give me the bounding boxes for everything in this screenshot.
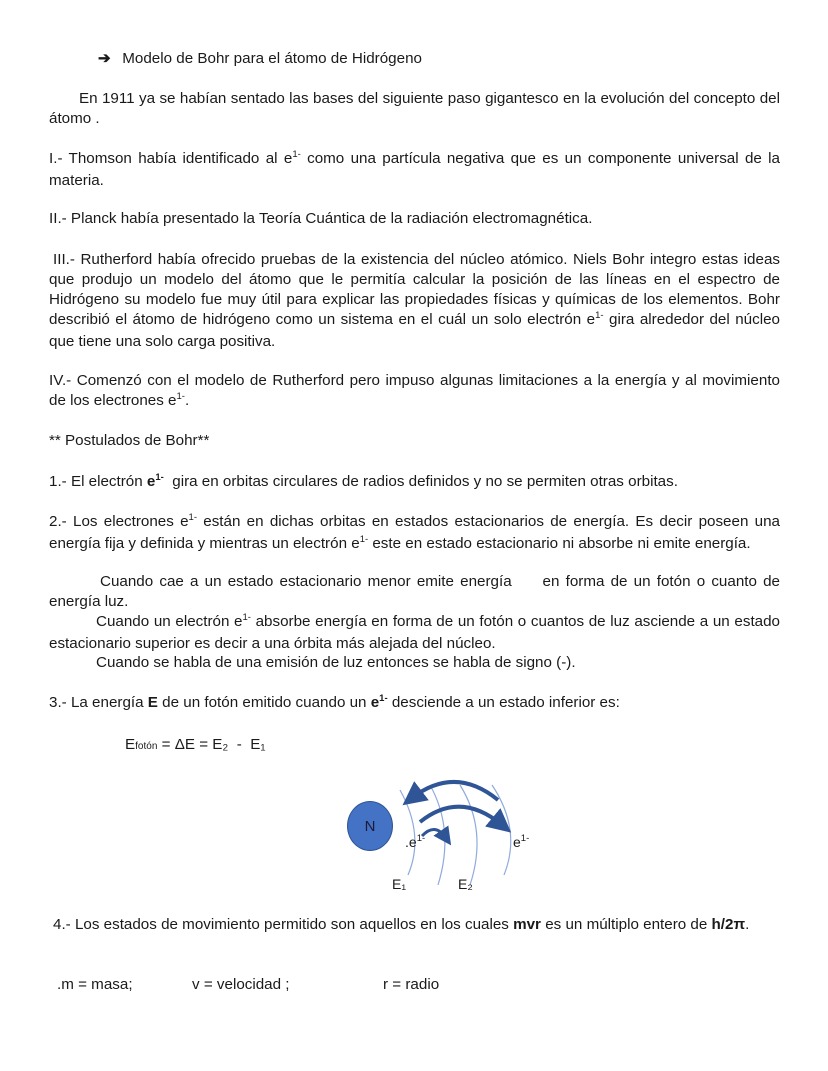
text: IV.- Comenzó con el modelo de Rutherford pero impuso algunas limitaciones a la energía y al movimiento de los electrones e: [49, 372, 780, 409]
level-e1: E₁: [392, 876, 407, 892]
superscript: 1-: [292, 149, 301, 160]
postulate-3: [49, 693, 780, 715]
postulate-2-sign: [49, 653, 780, 673]
text: Cuando se habla de una emisión de luz entonces se habla de signo (-).: [96, 654, 576, 671]
text: mvr: [513, 916, 541, 933]
point-iv: [49, 371, 780, 413]
text: .: [745, 916, 750, 933]
electron-outer: [513, 834, 529, 850]
nucleus-label: N: [364, 817, 376, 835]
text: este en estado estacionario ni absorbe ni emite energía.: [368, 535, 751, 552]
postulate-2-emission: [49, 572, 785, 612]
legend-radius: r = radio: [383, 976, 440, 993]
point-iii: [49, 250, 780, 352]
text: = ΔE = E₂ - E₁: [157, 736, 266, 753]
superscript: 1-: [595, 310, 604, 321]
electron-inner: [405, 834, 425, 850]
text: e: [370, 694, 380, 711]
text: I.- Thomson había identificado al e: [49, 150, 293, 167]
arrow-right-icon: ➔: [98, 50, 111, 67]
section-title: [98, 49, 828, 69]
text: están en dichas orbitas en estados estacionarios de energía. Es decir poseen una energía fija y definida y mientras un electrón e: [49, 513, 780, 552]
superscript: 1-: [520, 833, 530, 844]
superscript: 1-: [155, 472, 164, 483]
text: como una partícula negativa que es un componente universal de la materia.: [49, 150, 780, 189]
bohr-diagram: [330, 770, 560, 900]
superscript: 1-: [176, 391, 185, 402]
text: II.- Planck había presentado la Teoría Cuántica de la radiación electromagnética.: [49, 210, 593, 227]
legend-velocity: v = velocidad ;: [192, 976, 290, 993]
intro-text: En 1911 ya se habían sentado las bases del siguiente paso gigantesco en la evolución del concepto del átomo .: [49, 90, 780, 127]
text: .e: [405, 834, 417, 850]
text: .: [184, 392, 190, 409]
postulados-heading: ** Postulados de Bohr**: [49, 432, 210, 449]
superscript: 1-: [359, 534, 369, 545]
legend-mass: .m = masa;: [57, 976, 133, 993]
text: E: [125, 736, 136, 753]
text: absorbe energía en forma de un fotón o cuantos de luz asciende a un estado estacionario superior es decir a una órbita más alejada del núcleo.: [49, 613, 780, 652]
text: 2.- Los electrones e: [49, 513, 189, 530]
text: es un múltiplo entero de: [540, 916, 712, 933]
text: gira en orbitas circulares de radios definidos y no se permiten otras orbitas.: [163, 473, 678, 490]
text: desciende a un estado inferior es:: [387, 694, 620, 711]
text: 4.- Los estados de movimiento permitido son aquellos en los cuales: [53, 916, 514, 933]
subscript: fotón: [135, 741, 158, 752]
text: Cuando un electrón e: [96, 613, 243, 630]
nucleus: [347, 801, 393, 851]
text: E: [147, 694, 158, 711]
point-i: [49, 149, 780, 191]
point-ii: [49, 209, 780, 229]
postulate-1: [49, 472, 780, 494]
title-text: Modelo de Bohr para el átomo de Hidrógeno: [122, 50, 422, 67]
text: de un fotón emitido cuando un: [157, 694, 371, 711]
level-e2: E₂: [458, 876, 473, 892]
text: 3.- La energía: [49, 694, 148, 711]
superscript: 1-: [242, 612, 251, 623]
postulate-4: [49, 915, 780, 935]
text: gira alrededor del núcleo que tiene una solo carga positiva.: [49, 311, 780, 350]
text: 1.- El electrón: [49, 473, 147, 490]
text: h/2π: [711, 916, 746, 933]
superscript: 1-: [379, 693, 388, 704]
postulate-2-absorption: [49, 612, 780, 654]
superscript: 1-: [416, 833, 426, 844]
text: e: [513, 834, 521, 850]
superscript: 1-: [188, 512, 197, 523]
energy-formula: [125, 735, 525, 757]
postulate-2: [49, 512, 780, 556]
text: III.- Rutherford había ofrecido pruebas de la existencia del núcleo atómico. Niels Bohr integro estas ideas que produjo un modelo del átomo que le permitía calcular la posición de las líneas en el espectro de Hidrógeno su modelo fue muy útil para explicar las propiedades físicas y químicas de los elementos. Bohr describió el átomo de hidrógeno como un sistema en el cuál un solo electrón e: [49, 251, 780, 328]
intro-paragraph: [49, 89, 780, 129]
text: e: [146, 473, 156, 490]
text: Cuando cae a un estado estacionario menor emite energía en forma de un fotón o cuanto de energía luz.: [49, 573, 785, 610]
